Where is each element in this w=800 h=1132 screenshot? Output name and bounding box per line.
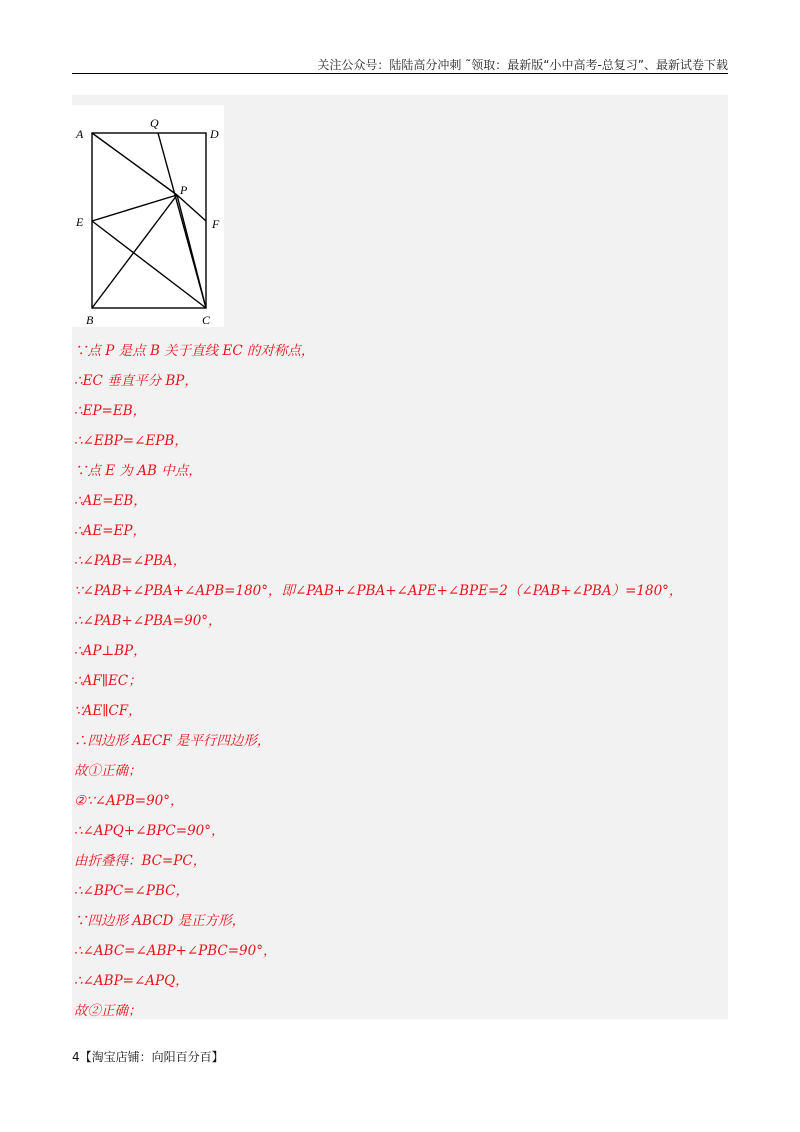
solution-line: ∵∠PAB+∠PBA+∠APB=180°，即∠PAB+∠PBA+∠APE+∠BPE=2（∠PAB+∠PBA）=180°， (74, 583, 683, 599)
solution-line: ∴AE=EB， (74, 493, 147, 509)
label-b: B (86, 313, 94, 327)
solution-line: ∴∠BPC=∠PBC， (74, 883, 189, 899)
rectangle-abcd (92, 133, 206, 308)
solution-line: ∴∠APQ+∠BPC=90°， (74, 823, 225, 839)
solution-line: ∴EP=EB， (74, 403, 147, 419)
segment-pc (177, 195, 206, 308)
solution-line: ∵点 E 为 AB 中点， (74, 463, 202, 479)
solution-line: ∴AF∥EC； (74, 673, 142, 689)
solution-line: ∴AE=EP， (74, 523, 146, 539)
solution-line: ∴四边形 AECF 是平行四边形， (74, 733, 271, 749)
solution-line: ∴∠PAB=∠PBA， (74, 553, 187, 569)
solution-line: 故①正确； (74, 763, 142, 779)
label-c: C (202, 313, 211, 327)
segment-ec (92, 221, 206, 308)
solution-line: ∵四边形 ABCD 是正方形， (74, 913, 246, 929)
label-p: P (180, 183, 188, 197)
segment-bp (92, 195, 177, 308)
label-e: E (76, 215, 84, 229)
solution-line: ∴∠ABC=∠ABP+∠PBC=90°， (74, 943, 277, 959)
geometry-figure (72, 105, 224, 327)
solution-line: ∵AE∥CF， (74, 703, 142, 719)
segment-ep (92, 195, 177, 221)
square-fold-diagram (72, 105, 224, 327)
label-q: Q (150, 116, 159, 130)
solution-line: 由折叠得：BC=PC， (74, 853, 207, 869)
solution-line: ∴∠PAB+∠PBA=90°， (74, 613, 222, 629)
label-a: A (76, 127, 84, 141)
solution-line: ∴∠ABP=∠APQ， (74, 973, 189, 989)
label-d: D (210, 127, 219, 141)
page-header: 关注公众号：陆陆高分冲刺 ˜领取：最新版“小中高考-总复习”、最新试卷下载 (317, 58, 728, 72)
solution-line: ∵点 P 是点 B 关于直线 EC 的对称点， (74, 343, 315, 359)
solution-line: ∴AP⊥BP， (74, 643, 147, 659)
solution-line: ②∵∠APB=90°， (74, 793, 184, 809)
solution-line: ∴EC 垂直平分 BP， (74, 373, 198, 389)
label-f: F (212, 217, 220, 231)
solution-line: 故②正确； (74, 1003, 142, 1019)
page-footer: 4【淘宝店铺：向阳百分百】 (72, 1050, 224, 1064)
header-rule (72, 73, 728, 74)
solution-line: ∴∠EBP=∠EPB， (74, 433, 188, 449)
solution-block (72, 95, 728, 1019)
segment-ap (92, 133, 177, 195)
